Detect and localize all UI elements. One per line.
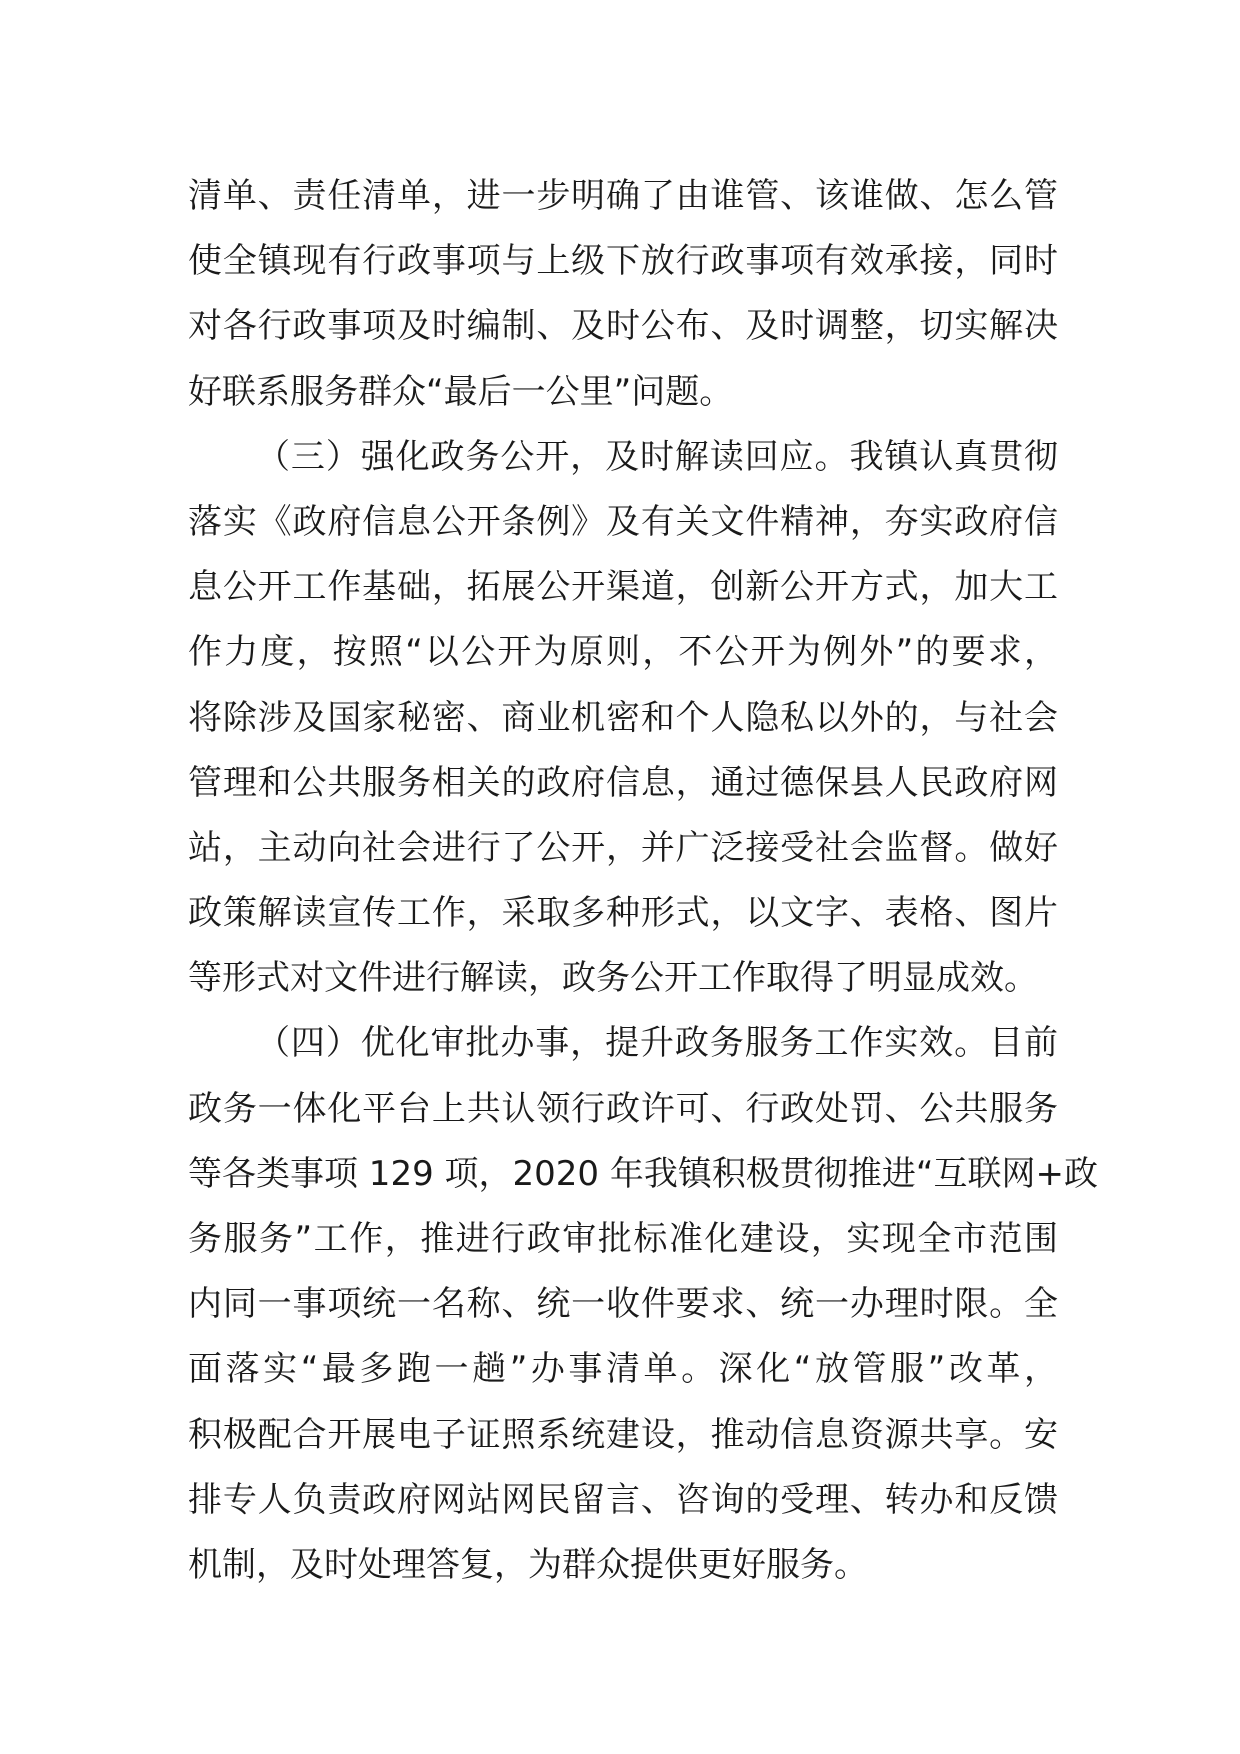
section-heading-line: （三）强化政务公开，及时解读回应。我镇认真贯彻 (256, 436, 1058, 477)
text-line: 积极配合开展电子证照系统建设，推动信息资源共享。安 (188, 1414, 1058, 1455)
text-line: 机制，及时处理答复，为群众提供更好服务。 (188, 1544, 868, 1585)
paragraph-section-three (188, 425, 1058, 1012)
text-line: 政务一体化平台上共认领行政许可、行政处罚、公共服务 (188, 1088, 1058, 1129)
text-line: 面落实“最多跑一趟”办事清单。深化“放管服”改革， (188, 1349, 1058, 1390)
text-line: 清单、责任清单，进一步明确了由谁管、该谁做、怎么管 (188, 176, 1058, 216)
text-line: 将除涉及国家秘密、商业机密和个人隐私以外的，与社会 (188, 697, 1058, 738)
text-line: 政策解读宣传工作，采取多种形式，以文字、表格、图片 (188, 893, 1058, 934)
text-line: 站，主动向社会进行了公开，并广泛接受社会监督。做好 (188, 827, 1058, 868)
text-line: 对各行政事项及时编制、及时公布、及时调整，切实解决 (188, 306, 1058, 347)
text-line: 排专人负责政府网站网民留言、咨询的受理、转办和反馈 (188, 1479, 1058, 1520)
text-line: 落实《政府信息公开条例》及有关文件精神，夯实政府信 (188, 501, 1058, 542)
text-line: 作力度，按照“以公开为原则，不公开为例外”的要求， (188, 632, 1058, 673)
text-line: 息公开工作基础，拓展公开渠道，创新公开方式，加大工 (188, 567, 1058, 608)
paragraph-list-continuation (188, 164, 1058, 425)
text-line: 等形式对文件进行解读，政务公开工作取得了明显成效。 (188, 958, 1038, 999)
document-body (188, 164, 1098, 1598)
text-line: 务服务”工作，推进行政审批标准化建设，实现全市范围 (188, 1219, 1058, 1259)
paragraph-section-four (188, 1011, 1098, 1598)
text-line: 使全镇现有行政事项与上级下放行政事项有效承接，同时 (188, 241, 1058, 282)
section-heading-line: （四）优化审批办事，提升政务服务工作实效。目前 (256, 1023, 1058, 1064)
text-line: 内同一事项统一名称、统一收件要求、统一办理时限。全 (188, 1284, 1058, 1325)
text-line: 管理和公共服务相关的政府信息，通过德保县人民政府网 (188, 762, 1058, 803)
text-line: 好联系服务群众“最后一公里”问题。 (188, 371, 734, 412)
text-line: 等各类事项 129 项，2020 年我镇积极贯彻推进“互联网+政 (188, 1153, 1098, 1194)
